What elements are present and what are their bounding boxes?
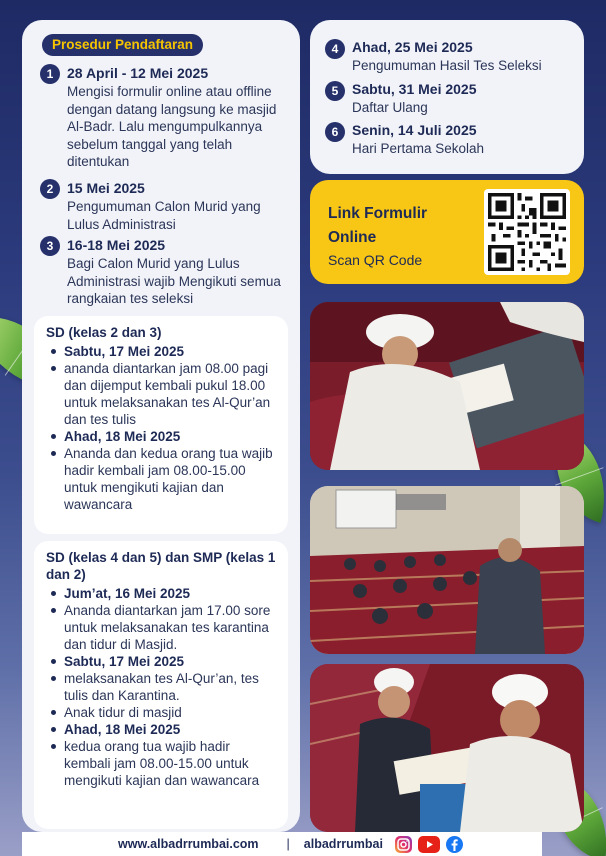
footer-separator: |	[286, 837, 290, 851]
social-handle[interactable]: albadrrumbai	[303, 837, 383, 851]
step-number: 6	[325, 122, 345, 142]
list-item: melaksanakan tes Al-Qur’an, tes tulis dan Karantina.	[50, 670, 280, 704]
form-link-title: Link Formulir Online	[328, 205, 428, 246]
list-item: Anak tidur di masjid	[50, 704, 280, 721]
step-description: Hari Pertama Sekolah	[352, 141, 485, 156]
list-item: Ananda diantarkan jam 17.00 sore untuk melaksanakan tes karantina dan tidur di Masjid.	[50, 602, 280, 653]
photo-classroom-mosque	[310, 486, 584, 654]
step-date: 16-18 Mei 2025	[67, 237, 166, 253]
card-title: SD (kelas 4 dan 5) dan SMP (kelas 1 dan 2)	[46, 550, 276, 582]
step-date: Sabtu, 31 Mei 2025	[352, 81, 477, 97]
step-number: 3	[40, 236, 60, 256]
step-date: 28 April - 12 Mei 2025	[67, 65, 209, 81]
youtube-icon[interactable]	[418, 836, 440, 853]
step-description: Pengumuman Hasil Tes Seleksi	[352, 58, 542, 73]
step-date: 15 Mei 2025	[67, 180, 145, 196]
website-link[interactable]: www.albadrrumbai.com	[118, 837, 259, 851]
procedure-title: Prosedur Pendaftaran	[42, 34, 203, 56]
step-5	[325, 80, 575, 117]
step-number: 2	[40, 179, 60, 199]
qr-code-icon[interactable]	[484, 189, 570, 275]
step-2	[40, 179, 290, 233]
sd-kelas-4-5-smp-card	[34, 541, 288, 829]
card-title: SD (kelas 2 dan 3)	[46, 325, 162, 340]
list-item: Sabtu, 17 Mei 2025	[50, 653, 280, 670]
step-4	[325, 38, 575, 75]
step-date: Senin, 14 Juli 2025	[352, 122, 477, 138]
list-item: Ahad, 18 Mei 2025	[50, 721, 280, 738]
step-number: 1	[40, 64, 60, 84]
facebook-icon[interactable]	[446, 836, 463, 853]
sd-kelas-2-3-card	[34, 316, 288, 534]
step-description: Pengumuman Calon Murid yang Lulus Administrasi	[67, 199, 261, 232]
step-date: Ahad, 25 Mei 2025	[352, 39, 473, 55]
list-item: ananda diantarkan jam 08.00 pagi dan dijemput kembali pukul 18.00 untuk melaksanakan tes Al-Qur’an dan tes tulis	[50, 360, 280, 428]
step-3	[40, 236, 290, 308]
list-item: Jum’at, 16 Mei 2025	[50, 585, 280, 602]
photo-student-writing	[310, 302, 584, 470]
step-description: Bagi Calon Murid yang Lulus Administrasi wajib Mengikuti semua rangkaian tes seleksi	[67, 256, 281, 306]
footer-bar	[22, 832, 542, 856]
list-item: kedua orang tua wajib hadir kembali jam 08.00-15.00 untuk mengikuti kajian dan wawancara	[50, 738, 280, 789]
list-item: Sabtu, 17 Mei 2025	[50, 343, 280, 360]
step-description: Mengisi formulir online atau offline dengan datang langsung ke masjid Al-Badr. Lalu mengumpulkannya sebelum tanggal yang telah ditentukan	[67, 84, 277, 169]
list-item: Ahad, 18 Mei 2025	[50, 428, 280, 445]
form-link-subtitle: Scan QR Code	[328, 252, 423, 268]
form-link-box[interactable]	[310, 180, 584, 284]
step-1	[40, 64, 290, 171]
step-number: 5	[325, 81, 345, 101]
list-item: Ananda dan kedua orang tua wajib hadir kembali jam 08.00-15.00 untuk mengikuti kajian dan wawancara	[50, 445, 280, 513]
step-6	[325, 121, 575, 158]
step-description: Daftar Ulang	[352, 100, 428, 115]
photo-quran-reading	[310, 664, 584, 832]
instagram-icon[interactable]	[395, 836, 412, 853]
step-number: 4	[325, 39, 345, 59]
